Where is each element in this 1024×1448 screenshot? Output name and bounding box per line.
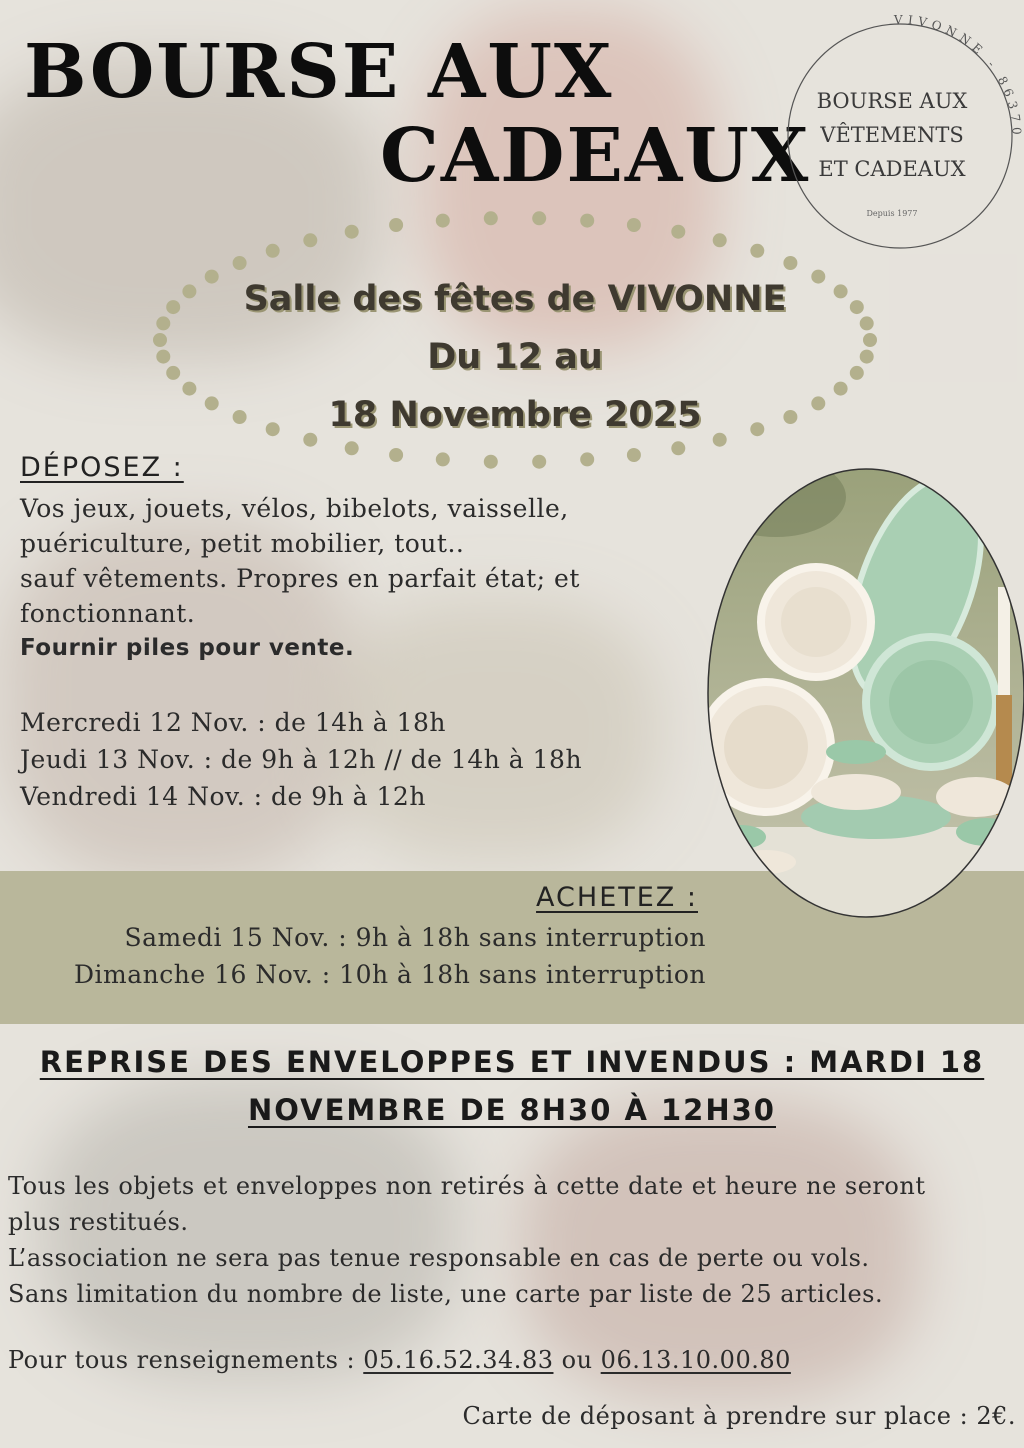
deposit-line-2: puériculture, petit mobilier, tout.. — [20, 529, 465, 558]
terms-line-1: Tous les objets et enveloppes non retirés à cette date et heure ne seront — [8, 1172, 926, 1200]
return-notice-line-2: NOVEMBRE DE 8H30 À 12H30 — [247, 1093, 776, 1127]
deposit-hours-friday: Vendredi 14 Nov. : de 9h à 12h — [20, 782, 426, 811]
frame-dot — [671, 225, 685, 239]
logo-line-2: VÊTEMENTS — [820, 123, 964, 147]
deposit-description — [20, 491, 660, 666]
purchase-hours — [20, 919, 706, 993]
deposit-hours-wednesday: Mercredi 12 Nov. : de 14h à 18h — [20, 708, 447, 737]
title-line-2: CADEAUX — [380, 113, 811, 199]
phone-link-2[interactable]: 06.13.10.00.80 — [600, 1346, 791, 1374]
frame-dot — [627, 218, 641, 232]
deposit-heading: DÉPOSEZ : — [20, 452, 184, 483]
return-notice-line-1: REPRISE DES ENVELOPPES ET INVENDUS : MARDI 18 — [39, 1045, 985, 1079]
logo-ring-text: VIVONNE - 86370 — [893, 12, 1024, 140]
venue-line-3: 18 Novembre 2025 — [328, 395, 702, 435]
venue-line-2: Du 12 au — [427, 337, 603, 377]
tableware-photo — [706, 467, 1024, 919]
terms-line-4: Sans limitation du nombre de liste, une carte par liste de 25 articles. — [8, 1280, 884, 1308]
purchase-heading: ACHETEZ : — [536, 882, 698, 913]
deposit-line-1: Vos jeux, jouets, vélos, bibelots, vaisselle, — [20, 494, 569, 523]
deposit-hours-thursday: Jeudi 13 Nov. : de 9h à 12h // de 14h à 18h — [20, 745, 583, 774]
frame-dot — [783, 256, 797, 270]
logo-line-1: BOURSE AUX — [816, 89, 968, 113]
batteries-note: Fournir piles pour vente. — [20, 635, 355, 661]
frame-dot — [580, 214, 594, 228]
purchase-section — [20, 882, 706, 993]
frame-dot — [303, 233, 317, 247]
deposit-line-4: fonctionnant. — [20, 599, 196, 628]
terms-line-2: plus restitués. — [8, 1208, 189, 1236]
frame-dot — [233, 256, 247, 270]
frame-dot — [484, 211, 498, 225]
frame-dot — [532, 211, 546, 225]
contact-separator: ou — [561, 1346, 593, 1374]
return-notice — [10, 1038, 1014, 1134]
frame-dot — [713, 233, 727, 247]
frame-dot — [266, 244, 280, 258]
logo-since: Depuis 1977 — [866, 209, 918, 218]
terms-line-3: L’association ne sera pas tenue responsable en cas de perte ou vols. — [8, 1244, 870, 1272]
frame-dot — [436, 214, 450, 228]
deposit-line-3: sauf vêtements. Propres en parfait état; et — [20, 564, 580, 593]
frame-dot — [750, 244, 764, 258]
page-title — [24, 29, 811, 199]
purchase-hours-saturday: Samedi 15 Nov. : 9h à 18h sans interruption — [124, 923, 706, 952]
venue-dates — [150, 270, 880, 444]
contact-prefix: Pour tous renseignements : — [8, 1346, 356, 1374]
contact-info — [8, 1346, 791, 1374]
logo-line-3: ET CADEAUX — [818, 157, 966, 181]
terms-notes — [8, 1168, 1018, 1312]
frame-dot — [389, 218, 403, 232]
deposit-hours — [20, 704, 660, 815]
frame-dot — [345, 225, 359, 239]
deposit-section — [20, 452, 660, 815]
title-line-1: BOURSE AUX — [24, 29, 614, 115]
svg-text:VIVONNE - 86370 — [893, 13, 1024, 140]
phone-link-1[interactable]: 05.16.52.34.83 — [363, 1346, 554, 1374]
depositor-card-note: Carte de déposant à prendre sur place : 2€. — [462, 1402, 1016, 1430]
venue-line-1: Salle des fêtes de VIVONNE — [243, 279, 787, 319]
purchase-hours-sunday: Dimanche 16 Nov. : 10h à 18h sans interruption — [73, 960, 706, 989]
